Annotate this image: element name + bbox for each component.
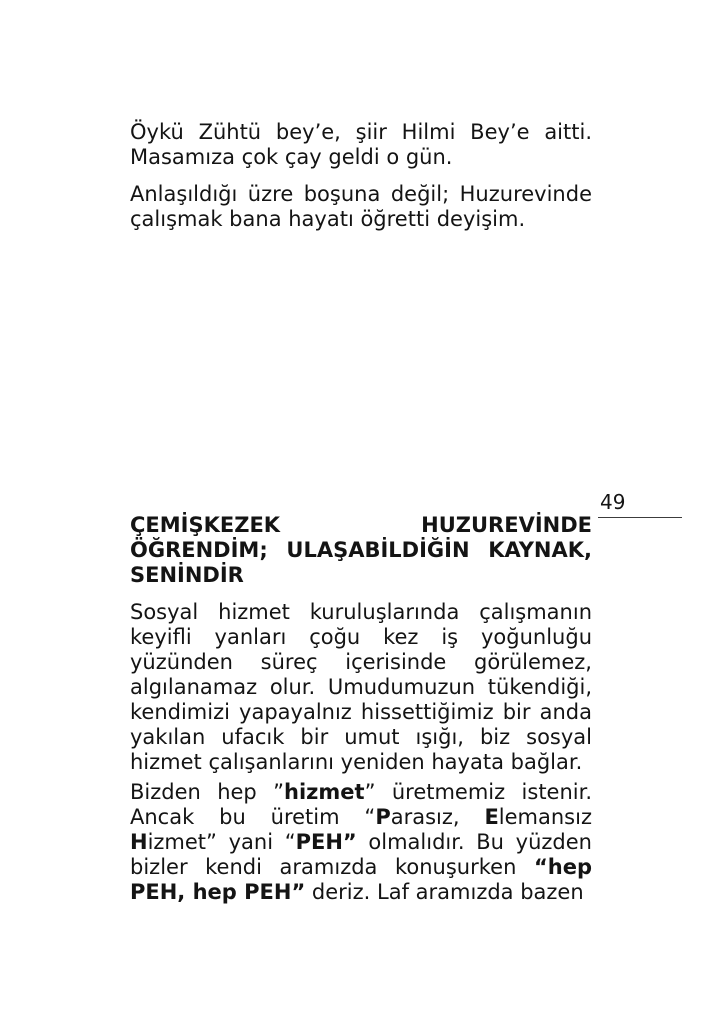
- paragraph-peh: [130, 780, 592, 905]
- text-line: ÇEMİŞKEZEK HUZUREVİNDE: [130, 513, 592, 537]
- text-line: SENİNDİR: [130, 563, 244, 587]
- page-number-block: [598, 490, 682, 518]
- text-run: olmalıdır. Bu yüzden: [356, 830, 592, 854]
- text-line: keyifli yanları çoğu kez iş yoğunluğu: [130, 625, 592, 649]
- text-line: Sosyal hizmet kuruluşlarında çalışmanın: [130, 600, 592, 624]
- text-line: [130, 805, 592, 830]
- text-line: [130, 855, 592, 880]
- bold-text-run: P: [375, 805, 391, 829]
- bold-text-run: PEH, hep PEH”: [130, 880, 306, 904]
- text-column: [130, 120, 592, 905]
- text-run: Bizden hep ”: [130, 780, 285, 804]
- bold-text-run: H: [130, 830, 148, 854]
- bold-text-run: PEH”: [295, 830, 357, 854]
- text-line: Öykü Zühtü bey’e, şiir Hilmi Bey’e aitti.: [130, 120, 592, 144]
- text-run: bizler kendi aramızda konuşurken: [130, 855, 534, 879]
- text-line: yüzünden süreç içerisinde görülemez,: [130, 650, 592, 674]
- text-line: yakılan ufacık bir umut ışığı, biz sosyal: [130, 725, 592, 749]
- text-run: lemansız: [498, 805, 592, 829]
- text-line: [130, 780, 592, 805]
- text-run: Ancak bu üretim “: [130, 805, 376, 829]
- paragraph-note: [130, 182, 592, 232]
- text-run: ” üretmemiz istenir.: [364, 780, 592, 804]
- text-line: kendimizi yapayalnız hissettiğimiz bir anda: [130, 700, 592, 724]
- blank-gap: [130, 232, 592, 513]
- paragraph-body: [130, 600, 592, 775]
- text-line: Anlaşıldığı üzre boşuna değil; Huzurevinde: [130, 182, 592, 206]
- text-line: çalışmak bana hayatı öğretti deyişim.: [130, 207, 526, 231]
- text-run: deriz. Laf aramızda bazen: [305, 880, 584, 904]
- text-line: [130, 830, 592, 855]
- text-line: hizmet çalışanlarını yeniden hayata bağlar.: [130, 750, 583, 774]
- page-number: 49: [600, 490, 626, 514]
- text-run: izmet” yani “: [147, 830, 296, 854]
- bold-text-run: hizmet: [284, 780, 365, 804]
- text-line: ÖĞRENDİM; ULAŞABİLDİĞİN KAYNAK,: [130, 538, 592, 562]
- chapter-heading: [130, 513, 592, 588]
- bold-text-run: “hep: [533, 855, 592, 879]
- text-run: arasız,: [390, 805, 485, 829]
- bold-text-run: E: [484, 805, 499, 829]
- text-line: Masamıza çok çay geldi o gün.: [130, 145, 453, 169]
- page-number-rule: [598, 517, 682, 518]
- paragraph-opening: [130, 120, 592, 170]
- text-line: [130, 880, 592, 905]
- text-line: algılanamaz olur. Umudumuzun tükendiği,: [130, 675, 592, 699]
